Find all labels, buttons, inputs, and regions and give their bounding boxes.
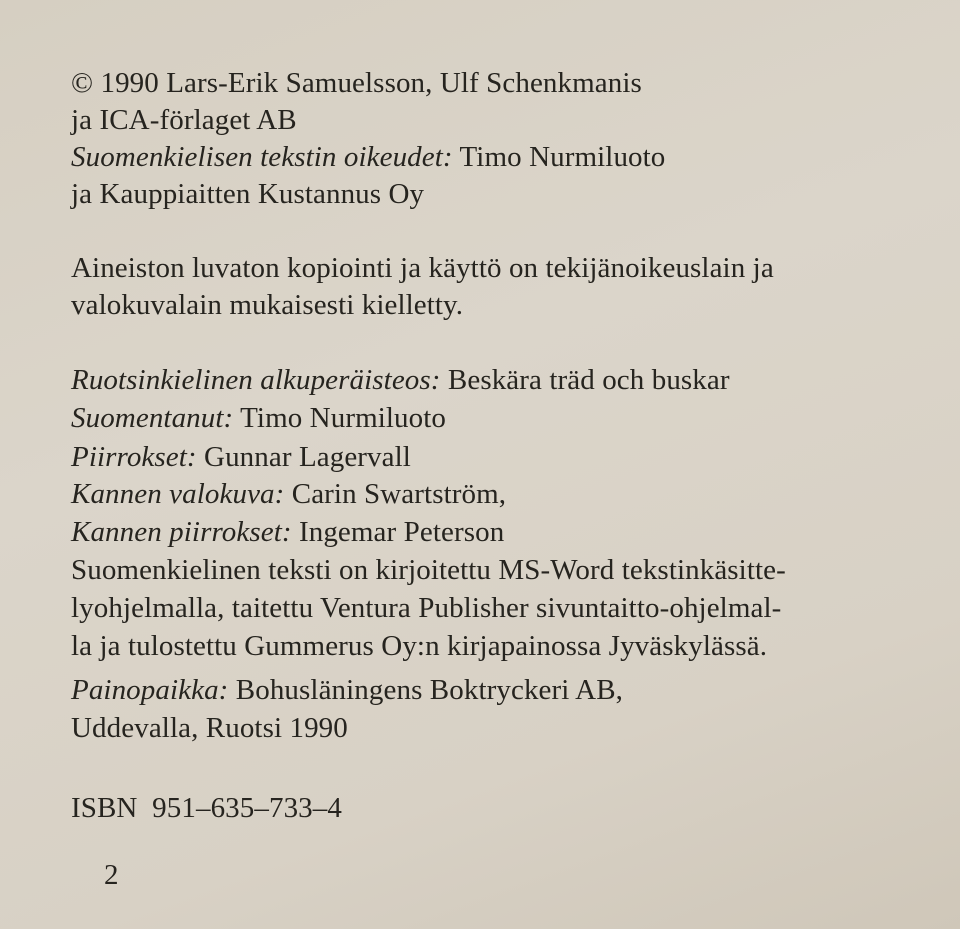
credit-illustrations xyxy=(71,440,411,474)
production-line: lyohjelmalla, taitettu Ventura Publisher sivuntaitto-ohjelmal- xyxy=(71,592,782,624)
credit-value: Beskära träd och buskar xyxy=(440,364,730,396)
credit-value: Carin Swartström, xyxy=(284,478,507,510)
credit-value: Gunnar Lagervall xyxy=(196,441,411,473)
copyright-line: © 1990 Lars-Erik Samuelsson, Ulf Schenkmanis xyxy=(71,67,642,99)
credit-original-title xyxy=(71,363,730,397)
notice-line: Aineiston luvaton kopiointi ja käyttö on tekijänoikeuslain ja xyxy=(71,252,774,284)
credit-label: Piirrokset: xyxy=(71,441,197,473)
credit-label: Suomentanut: xyxy=(71,402,234,434)
credit-cover-photo xyxy=(71,477,506,511)
credit-value: Ingemar Peterson xyxy=(291,516,505,548)
printing-place xyxy=(71,673,623,707)
copyright-line: ja ICA-förlaget AB xyxy=(71,104,297,136)
isbn: ISBN 951–635–733–4 xyxy=(71,792,342,824)
copyright-line: ja Kauppiaitten Kustannus Oy xyxy=(71,178,425,210)
printing-value: Bohusläningens Boktryckeri AB, xyxy=(228,674,624,706)
rights-line xyxy=(71,140,665,174)
credit-label: Kannen piirrokset: xyxy=(71,516,292,548)
credit-label: Kannen valokuva: xyxy=(71,478,285,510)
notice-line: valokuvalain mukaisesti kielletty. xyxy=(71,289,464,321)
credit-cover-drawings xyxy=(71,515,504,549)
production-line: Suomenkielinen teksti on kirjoitettu MS-Word tekstinkäsitte- xyxy=(71,554,786,586)
printing-line: Uddevalla, Ruotsi 1990 xyxy=(71,712,348,744)
rights-label: Suomenkielisen tekstin oikeudet: xyxy=(71,141,453,173)
credit-label: Ruotsinkielinen alkuperäisteos: xyxy=(71,364,441,396)
credit-translator xyxy=(71,401,446,435)
printing-label: Painopaikka: xyxy=(71,674,229,706)
credit-value: Timo Nurmiluoto xyxy=(233,402,447,434)
page-number: 2 xyxy=(104,859,119,891)
rights-value: Timo Nurmiluoto xyxy=(452,141,666,173)
production-line: la ja tulostettu Gummerus Oy:n kirjapainossa Jyväskylässä. xyxy=(71,630,768,662)
